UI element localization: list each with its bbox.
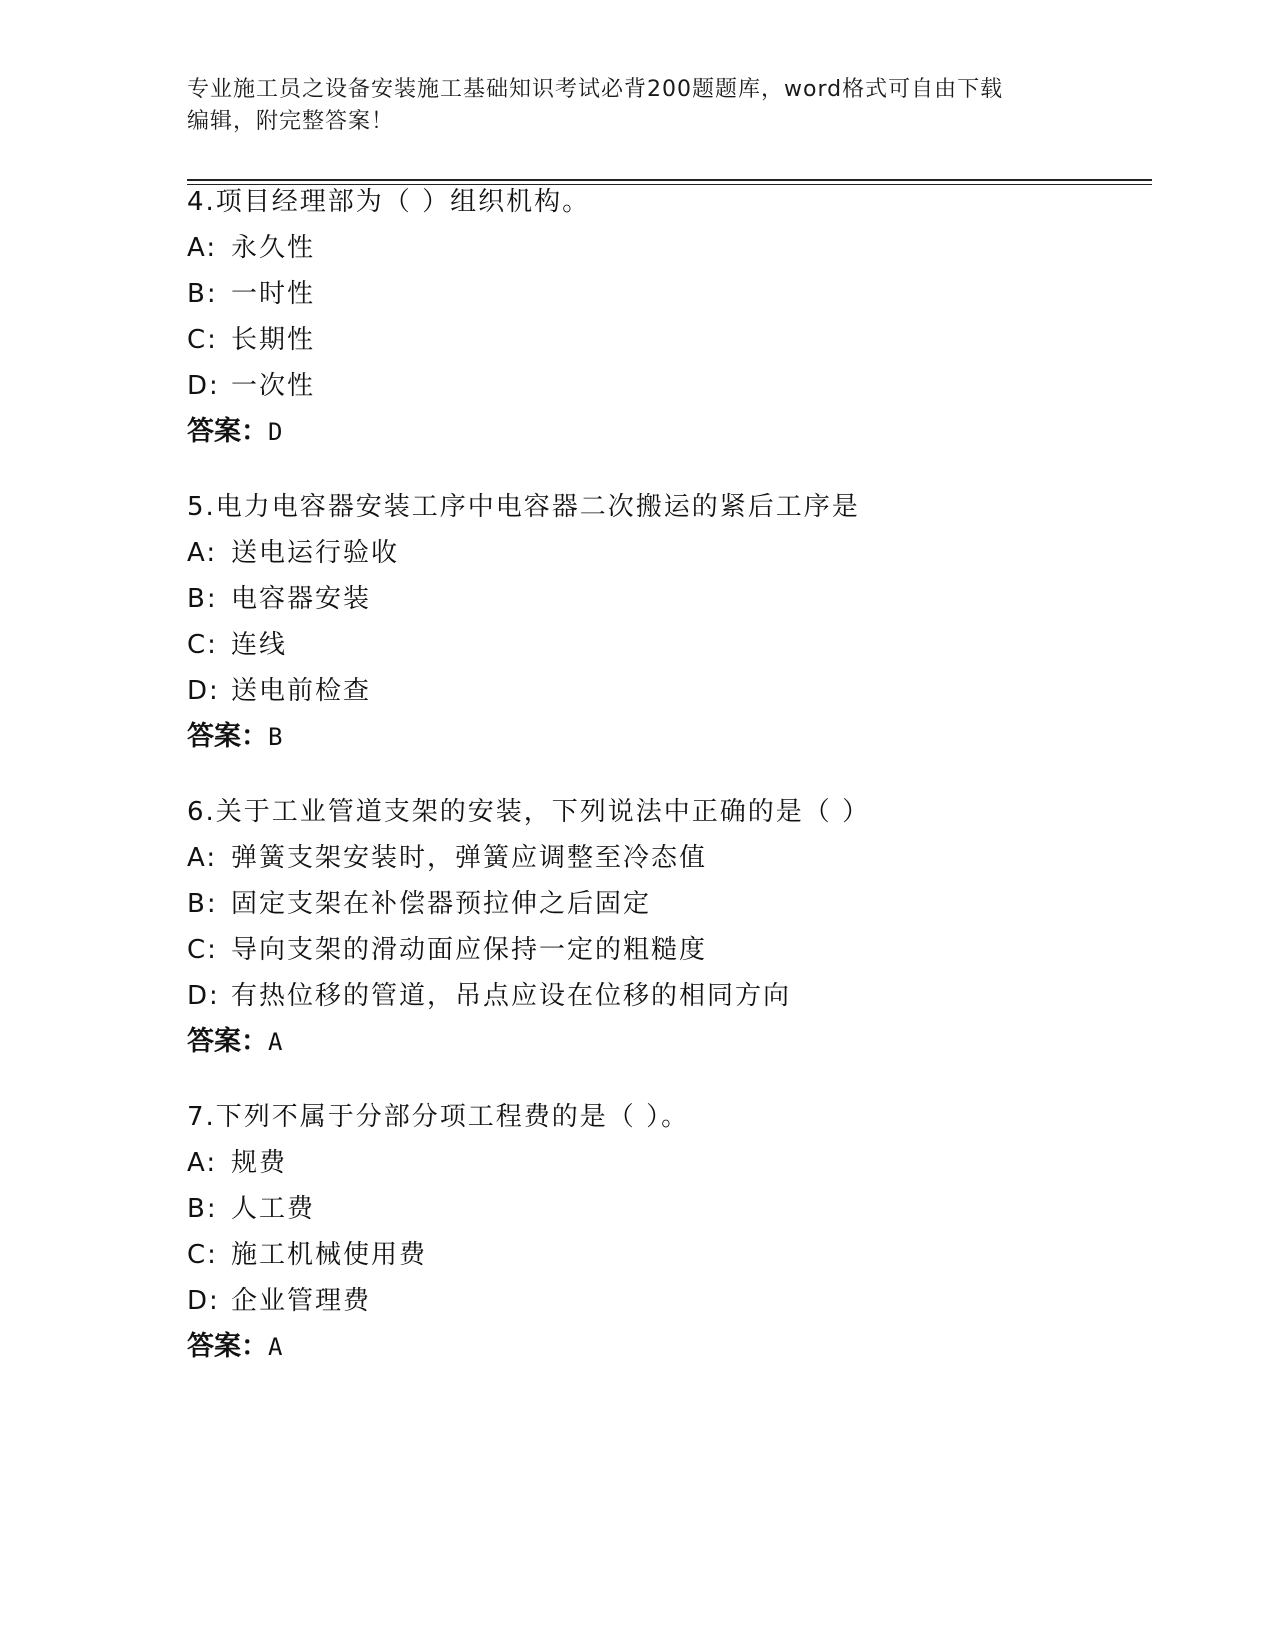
option-text: 固定支架在补偿器预拉伸之后固定	[231, 889, 652, 919]
option-c	[187, 1239, 1147, 1285]
option-c	[187, 934, 1147, 980]
option-letter: D:	[187, 676, 220, 706]
answer-value: A	[268, 1333, 283, 1361]
answer-label: 答案：	[187, 1331, 268, 1362]
question-block	[187, 1101, 1147, 1377]
option-text: 施工机械使用费	[231, 1240, 428, 1270]
option-letter: B:	[187, 1194, 218, 1224]
question-stem: 4.项目经理部为（ ）组织机构。	[187, 187, 591, 217]
option-text: 企业管理费	[231, 1286, 372, 1316]
option-text: 长期性	[231, 325, 316, 355]
option-c	[187, 324, 1147, 370]
answer-line	[187, 1026, 1147, 1072]
option-b	[187, 583, 1147, 629]
answer-label: 答案：	[187, 1026, 268, 1057]
option-letter: B:	[187, 279, 218, 309]
question-block	[187, 491, 1147, 767]
option-b	[187, 1193, 1147, 1239]
question-stem: 7.下列不属于分部分项工程费的是（ ）。	[187, 1102, 690, 1132]
header-divider-thick	[187, 179, 1152, 181]
header-divider-thin	[187, 184, 1152, 185]
option-letter: D:	[187, 1286, 220, 1316]
header-line-1: 专业施工员之设备安装施工基础知识考试必背200题题库，word格式可自由下载	[187, 77, 1004, 102]
option-d	[187, 1285, 1147, 1331]
option-letter: D:	[187, 981, 220, 1011]
option-a	[187, 232, 1147, 278]
option-d	[187, 980, 1147, 1026]
option-letter: C:	[187, 935, 218, 965]
answer-line	[187, 721, 1147, 767]
option-b	[187, 888, 1147, 934]
option-letter: A:	[187, 233, 218, 263]
answer-value: D	[268, 418, 283, 446]
option-text: 电容器安装	[231, 584, 372, 614]
question-stem: 6.关于工业管道支架的安装，下列说法中正确的是（ ）	[187, 797, 871, 827]
option-letter: A:	[187, 843, 218, 873]
answer-line	[187, 416, 1147, 462]
option-text: 连线	[231, 630, 288, 660]
option-text: 有热位移的管道，吊点应设在位移的相同方向	[231, 981, 792, 1011]
document-header	[187, 74, 1087, 138]
option-text: 送电运行验收	[231, 538, 400, 568]
option-text: 一次性	[231, 371, 316, 401]
option-letter: C:	[187, 630, 218, 660]
option-letter: B:	[187, 584, 218, 614]
question-block	[187, 186, 1147, 462]
option-letter: C:	[187, 1240, 218, 1270]
header-line-2: 编辑，附完整答案！	[187, 109, 395, 134]
option-text: 送电前检查	[231, 676, 372, 706]
option-letter: D:	[187, 371, 220, 401]
answer-label: 答案：	[187, 416, 268, 447]
answer-value: A	[268, 1028, 283, 1056]
option-letter: B:	[187, 889, 218, 919]
option-a	[187, 1147, 1147, 1193]
answer-value: B	[268, 723, 283, 751]
option-text: 一时性	[231, 279, 316, 309]
option-a	[187, 842, 1147, 888]
question-block	[187, 796, 1147, 1072]
answer-line	[187, 1331, 1147, 1377]
option-text: 人工费	[231, 1194, 316, 1224]
question-stem: 5.电力电容器安装工序中电容器二次搬运的紧后工序是	[187, 492, 860, 522]
option-text: 导向支架的滑动面应保持一定的粗糙度	[231, 935, 708, 965]
answer-label: 答案：	[187, 721, 268, 752]
option-b	[187, 278, 1147, 324]
option-letter: C:	[187, 325, 218, 355]
option-a	[187, 537, 1147, 583]
option-letter: A:	[187, 538, 218, 568]
option-d	[187, 370, 1147, 416]
option-text: 永久性	[231, 233, 316, 263]
option-text: 弹簧支架安装时，弹簧应调整至冷态值	[231, 843, 708, 873]
option-c	[187, 629, 1147, 675]
option-d	[187, 675, 1147, 721]
option-text: 规费	[231, 1148, 288, 1178]
option-letter: A:	[187, 1148, 218, 1178]
